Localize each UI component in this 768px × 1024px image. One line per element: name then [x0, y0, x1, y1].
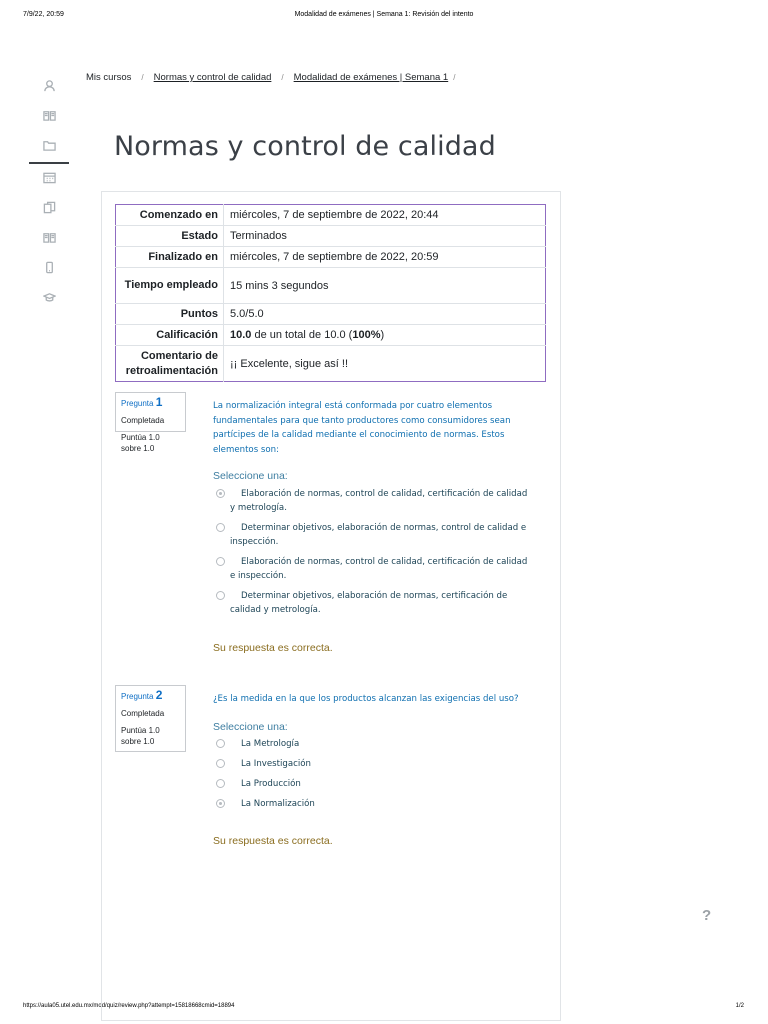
answer-label: La Normalización — [241, 799, 315, 809]
summary-value: miércoles, 7 de septiembre de 2022, 20:44 — [230, 209, 439, 221]
question-info — [115, 685, 186, 752]
grade-text-end: ) — [380, 329, 385, 341]
summary-value: miércoles, 7 de septiembre de 2022, 20:59 — [224, 247, 546, 268]
answer-prompt: Seleccione una: — [213, 721, 288, 733]
answer-label: La Producción — [241, 779, 301, 789]
summary-label: Calificación — [116, 325, 224, 346]
breadcrumb — [86, 72, 465, 83]
question-label: Pregunta — [121, 399, 154, 408]
radio-button[interactable] — [216, 739, 225, 748]
breadcrumb-quiz[interactable]: Modalidad de exámenes | Semana 1 — [293, 72, 449, 83]
radio-button[interactable] — [216, 489, 225, 498]
summary-value — [224, 325, 546, 346]
answer-label: Elaboración de normas, control de calidad, certificación de calidad y metrología. — [230, 489, 528, 513]
summary-row-started — [116, 205, 546, 226]
question-status: Completada — [121, 416, 165, 425]
folder-icon[interactable] — [29, 134, 69, 156]
summary-label: Tiempo empleado — [116, 268, 224, 304]
print-page-number: 1/2 — [735, 1003, 744, 1009]
question-number: 1 — [155, 395, 163, 409]
breadcrumb-separator: / — [453, 73, 456, 82]
question-text: ¿Es la medida en la que los productos alcanzan las exigencias del uso? — [213, 694, 519, 704]
breadcrumb-course[interactable]: Normas y control de calidad — [153, 72, 272, 83]
question-score: Puntúa 1.0 sobre 1.0 — [121, 433, 160, 453]
answer-feedback: Su respuesta es correcta. — [213, 835, 333, 847]
book-icon[interactable] — [29, 104, 69, 126]
answer-option[interactable] — [216, 777, 534, 791]
summary-label: Estado — [116, 226, 224, 247]
attempt-summary-table — [115, 204, 546, 382]
radio-button[interactable] — [216, 779, 225, 788]
copy-icon[interactable] — [29, 196, 69, 218]
radio-button[interactable] — [216, 799, 225, 808]
summary-row-feedback — [116, 346, 546, 382]
question-status: Completada — [121, 709, 165, 718]
summary-value: Terminados — [224, 226, 546, 247]
answer-option[interactable] — [216, 589, 534, 617]
summary-row-grade — [116, 325, 546, 346]
answer-label: La Metrología — [241, 739, 300, 749]
grade-text: de un total de 10.0 ( — [251, 329, 353, 341]
summary-label: Finalizado en — [116, 247, 224, 268]
answer-label: Elaboración de normas, control de calidad, certificación de calidad e inspección. — [230, 557, 528, 581]
book-open-icon[interactable] — [29, 226, 69, 248]
answer-option[interactable] — [216, 737, 534, 751]
grade-percent: 100% — [352, 329, 381, 341]
answer-feedback: Su respuesta es correcta. — [213, 642, 333, 654]
user-icon[interactable] — [29, 74, 69, 96]
breadcrumb-separator: / — [281, 73, 284, 82]
grade-score: 10.0 — [230, 329, 252, 341]
answer-option[interactable] — [216, 757, 534, 771]
help-button[interactable]: ? — [702, 907, 712, 924]
answer-label: Determinar objetivos, elaboración de normas, control de calidad e inspección. — [230, 523, 527, 547]
radio-button[interactable] — [216, 759, 225, 768]
summary-row-time — [116, 268, 546, 304]
answer-label: La Investigación — [241, 759, 311, 769]
mobile-icon[interactable] — [29, 256, 69, 278]
page-title: Normas y control de calidad — [114, 131, 496, 162]
print-date: 7/9/22, 20:59 — [23, 11, 64, 18]
answer-option[interactable] — [216, 797, 534, 811]
graduation-cap-icon[interactable] — [29, 286, 69, 308]
radio-button[interactable] — [216, 591, 225, 600]
radio-button[interactable] — [216, 523, 225, 532]
print-url: https://aula05.utel.edu.mx/mod/quiz/review.php?attempt=15818668cmid=18894 — [23, 1003, 235, 1009]
print-title: Modalidad de exámenes | Semana 1: Revisión del intento — [294, 11, 474, 18]
answer-option[interactable] — [216, 555, 534, 583]
breadcrumb-separator: / — [141, 73, 144, 82]
question-label: Pregunta — [121, 692, 154, 701]
answer-prompt: Seleccione una: — [213, 470, 288, 482]
summary-value: 15 mins 3 segundos — [224, 268, 546, 304]
answer-option[interactable] — [216, 487, 534, 515]
radio-button[interactable] — [216, 557, 225, 566]
summary-label: Comentario de retroalimentación — [116, 346, 224, 382]
nav-active-indicator — [29, 162, 69, 164]
summary-value: 5.0/5.0 — [224, 304, 546, 325]
answer-option[interactable] — [216, 521, 534, 549]
question-text: La normalización integral está conformada por cuatro elementos fundamentales para que tanto productores como consumidores sean partícipes de la calidad mediante el conocimiento de normas. Estos elementos son: — [213, 401, 511, 455]
summary-label: Puntos — [116, 304, 224, 325]
calendar-icon[interactable] — [29, 166, 69, 188]
question-info — [115, 392, 186, 453]
summary-value: ¡¡ Excelente, sigue así !! — [224, 346, 546, 382]
breadcrumb-my-courses[interactable]: Mis cursos — [86, 72, 132, 83]
summary-row-points — [116, 304, 546, 325]
summary-row-state — [116, 226, 546, 247]
answer-label: Determinar objetivos, elaboración de normas, certificación de calidad y metrología. — [230, 591, 508, 615]
summary-row-finished — [116, 247, 546, 268]
summary-label: Comenzado en — [116, 205, 224, 226]
question-number: 2 — [155, 688, 163, 702]
question-score: Puntúa 1.0 sobre 1.0 — [121, 726, 160, 746]
